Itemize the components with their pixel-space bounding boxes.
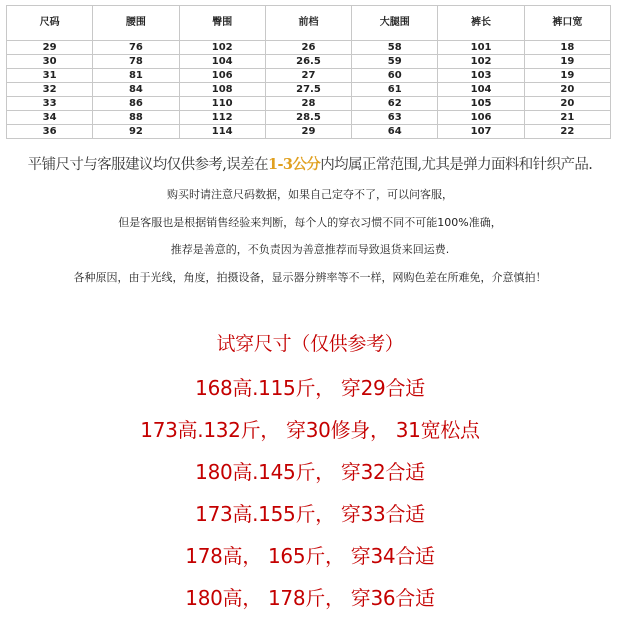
size-table-cell: 92 (93, 125, 179, 139)
size-table-cell: 76 (93, 41, 179, 55)
size-table-cell: 61 (352, 83, 438, 97)
size-table-cell: 19 (524, 69, 610, 83)
disclaimer-tolerance: 1-3公分 (267, 156, 321, 173)
size-table-cell: 106 (179, 69, 265, 83)
size-table-cell: 102 (438, 55, 524, 69)
size-table-cell: 104 (179, 55, 265, 69)
size-table-cell: 36 (7, 125, 93, 139)
size-table-header-row (7, 6, 611, 41)
size-table-cell: 27.5 (265, 83, 351, 97)
size-table-cell: 28 (265, 97, 351, 111)
size-table-cell: 108 (179, 83, 265, 97)
notice-line-3: 推荐是善意的，不负责因为善意推荐而导致退货来回运费. (170, 243, 450, 256)
size-table-cell: 20 (524, 97, 610, 111)
disclaimer-text-start: 平铺尺寸与客服建议均仅供参考,误差在 (27, 157, 268, 173)
fit-item: 180高， 178斤， 穿36合适 (185, 586, 435, 610)
header-front-rise: 前档 (265, 6, 351, 41)
size-table-cell: 19 (524, 55, 610, 69)
size-table-cell: 28.5 (265, 111, 351, 125)
size-table-cell: 20 (524, 83, 610, 97)
size-table-cell: 114 (179, 125, 265, 139)
size-table-cell: 59 (352, 55, 438, 69)
size-table-cell: 26 (265, 41, 351, 55)
size-table-row (7, 125, 611, 139)
size-table-cell: 81 (93, 69, 179, 83)
size-table-row (7, 97, 611, 111)
size-table-cell: 60 (352, 69, 438, 83)
size-table-row (7, 83, 611, 97)
size-table-cell: 32 (7, 83, 93, 97)
size-table-cell: 101 (438, 41, 524, 55)
size-table-cell: 86 (93, 97, 179, 111)
size-table-cell: 30 (7, 55, 93, 69)
header-thigh: 大腿围 (352, 6, 438, 41)
size-table-cell: 112 (179, 111, 265, 125)
size-table-cell: 104 (438, 83, 524, 97)
fit-title: 试穿尺寸（仅供参考） (216, 333, 404, 355)
size-table-cell: 26.5 (265, 55, 351, 69)
size-table-cell: 103 (438, 69, 524, 83)
size-table-cell: 29 (265, 125, 351, 139)
notice-line-1: 购买时请注意尺码数据，如果自己定夺不了，可以问客服， (167, 188, 453, 201)
size-table-cell: 33 (7, 97, 93, 111)
size-table-row (7, 41, 611, 55)
size-table-cell: 88 (93, 111, 179, 125)
header-length: 裤长 (438, 6, 524, 41)
size-table-row (7, 55, 611, 69)
size-table-cell: 110 (179, 97, 265, 111)
fit-item: 168高.115斤， 穿29合适 (195, 376, 425, 400)
notice-line-4: 各种原因，由于光线，角度，拍摄设备，显示器分辨率等不一样，网购色差在所难免，介意慎拍！ (73, 271, 547, 284)
notice-line-2: 但是客服也是根据销售经验来判断，每个人的穿衣习惯不同不可能100%准确， (118, 216, 502, 229)
size-disclaimer (0, 153, 620, 174)
size-table-cell: 63 (352, 111, 438, 125)
fit-item: 178高， 165斤， 穿34合适 (185, 544, 435, 568)
size-table-cell: 105 (438, 97, 524, 111)
header-waist: 腰围 (93, 6, 179, 41)
size-table-cell: 107 (438, 125, 524, 139)
size-table (6, 5, 611, 139)
header-hip: 臀围 (179, 6, 265, 41)
size-table-cell: 102 (179, 41, 265, 55)
header-size: 尺码 (7, 6, 93, 41)
size-table-cell: 58 (352, 41, 438, 55)
size-table-row (7, 69, 611, 83)
size-table-cell: 27 (265, 69, 351, 83)
size-table-cell: 31 (7, 69, 93, 83)
fit-item: 173高.132斤， 穿30修身， 31宽松点 (140, 418, 480, 442)
size-table-cell: 62 (352, 97, 438, 111)
size-table-cell: 22 (524, 125, 610, 139)
size-table-cell: 78 (93, 55, 179, 69)
size-table-cell: 34 (7, 111, 93, 125)
size-table-cell: 106 (438, 111, 524, 125)
size-table-cell: 21 (524, 111, 610, 125)
header-leg-opening: 裤口宽 (524, 6, 610, 41)
size-table-cell: 29 (7, 41, 93, 55)
disclaimer-text-end: 内均属正常范围,尤其是弹力面料和针织产品. (320, 157, 593, 173)
size-table-row (7, 111, 611, 125)
size-table-cell: 84 (93, 83, 179, 97)
size-table-cell: 64 (352, 125, 438, 139)
fit-item: 180高.145斤， 穿32合适 (195, 460, 425, 484)
fit-item: 173高.155斤， 穿33合适 (195, 502, 425, 526)
size-table-cell: 18 (524, 41, 610, 55)
